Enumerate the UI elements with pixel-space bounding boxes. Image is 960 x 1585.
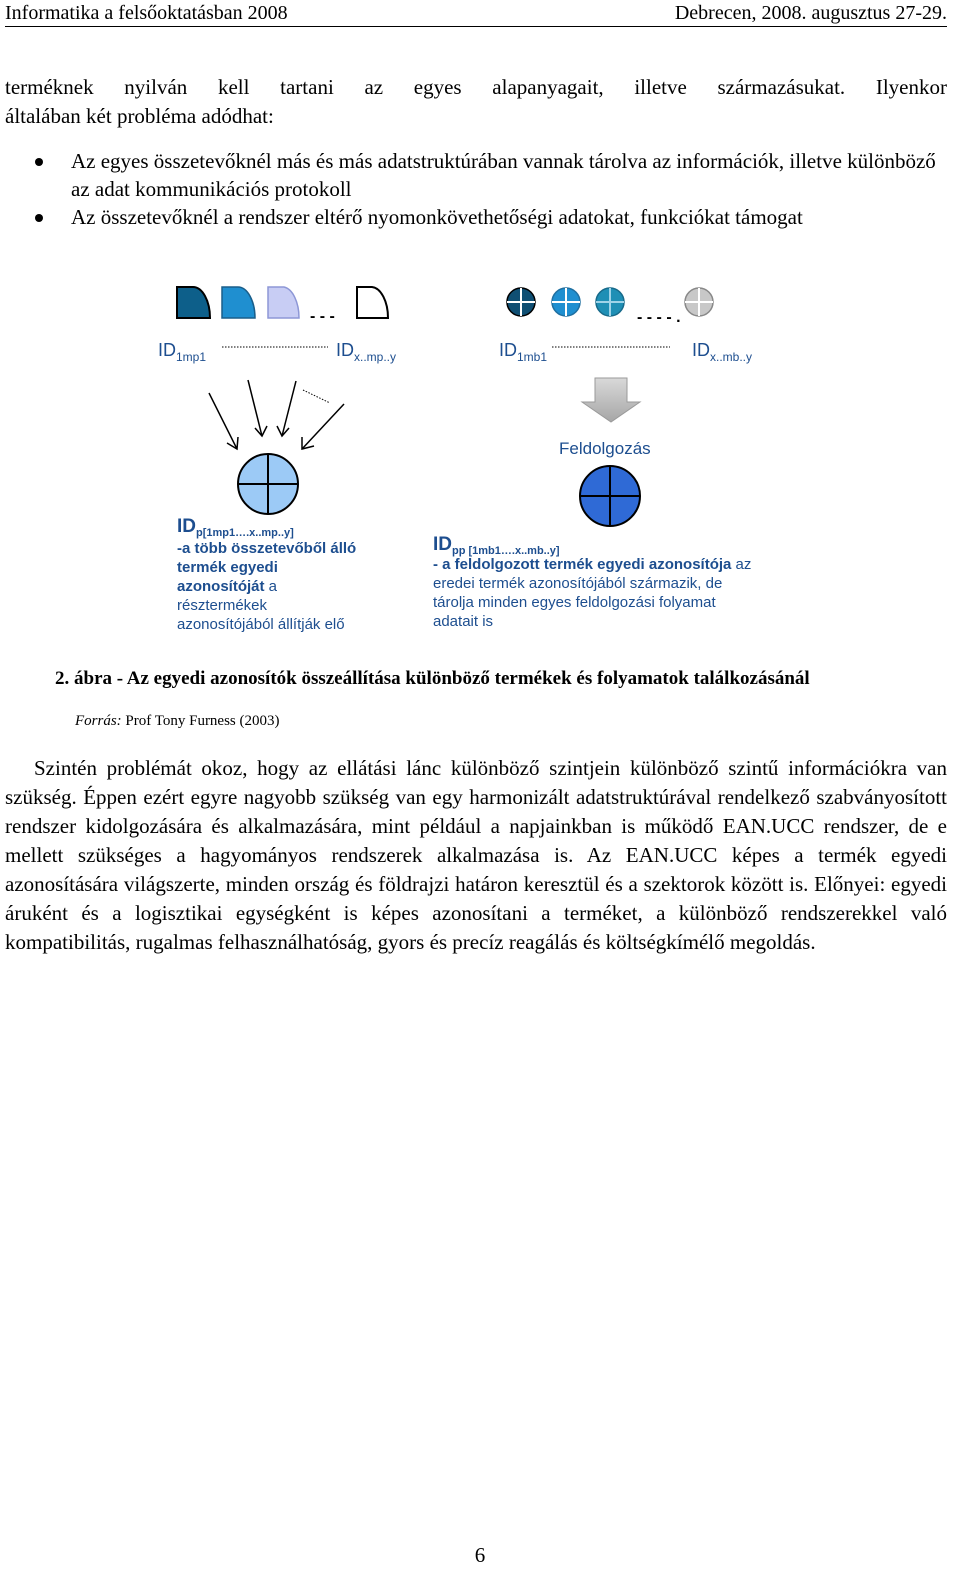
processing-arrow-icon bbox=[582, 378, 640, 422]
crossed-circle-icon bbox=[596, 288, 624, 316]
ellipsis-dashes: - - - - . bbox=[637, 309, 681, 326]
component-shape-light bbox=[268, 287, 299, 318]
component-shape-outline bbox=[357, 287, 388, 318]
svg-text:azonosítójából állítják elő: azonosítójából állítják elő bbox=[177, 616, 345, 633]
figure-caption: 2. ábra - Az egyedi azonosítók összeállítása különböző termékek és folyamatok találkozásánál bbox=[55, 668, 810, 689]
svg-text:-a több összetevőből álló: -a több összetevőből álló bbox=[177, 540, 357, 557]
svg-text:tárolja minden egyes feldolgoz: tárolja minden egyes feldolgozási folyamat bbox=[433, 594, 716, 611]
right-id-label: $ID_{pp [1mb1\dots.x..mb..y]}$ bbox=[433, 534, 560, 557]
svg-text:adatait is: adatait is bbox=[433, 613, 494, 630]
label-id-xmpy: $ID_{x..mp..y}$ bbox=[336, 340, 397, 364]
processed-product-icon bbox=[580, 466, 640, 526]
component-shape-dark bbox=[177, 287, 210, 318]
svg-text:azonosítóját a: azonosítóját a bbox=[177, 578, 278, 595]
intro-line-2: általában két probléma adódhat: bbox=[5, 104, 274, 128]
label-id-1mb1: $ID_{1mb1}$ bbox=[499, 340, 548, 364]
bullet-icon bbox=[35, 214, 43, 222]
page-number: 6 bbox=[474, 1543, 486, 1567]
dotted-line bbox=[303, 390, 330, 403]
svg-text:- a feldolgozott termék egyedi: - a feldolgozott termék egyedi azonosítója az bbox=[433, 556, 752, 573]
composite-product-icon bbox=[238, 454, 298, 514]
list-item: Az egyes összetevőknél más és más adatstruktúrában vannak tárolva az információk, illetve különböző az adat kommunikációs protokoll bbox=[35, 147, 947, 203]
body-paragraph: Szintén problémát okoz, hogy az ellátási lánc különböző szintjein különböző szintű információkra van szükség. Éppen ezért egyre nagyobb szükség van egy harmonizált adatstruktúrával rendelkező szabványosított rendszer kidolgozására és alkalmazására, mint például a napjainkban is működő EAN.UCC rendszer, de e mellett szükséges a hagyományos rendszerek alkalmazása is. Az EAN.UCC képes a termék egyedi azonosítására világszerte, minden ország és földrajzi határon keresztül és a szektorok között is. Előnyei: egyedi áruként és a logisztikai egységként is képes azonosítani a terméket, a különböző rendszerekkel való kompatibilitás, rugalmas felhasználhatóság, gyors és precíz reagálás és költségkímélő megoldás. bbox=[5, 756, 947, 954]
intro-line-1: terméknek nyilván kell tartani az egyes alapanyagait, illetve származásukat. Ilyenkor bbox=[5, 75, 947, 99]
problem-list bbox=[35, 147, 947, 231]
svg-text:eredei termék azonosítójából s: eredei termék azonosítójából származik, de bbox=[433, 575, 723, 592]
crossed-circle-icon bbox=[552, 288, 580, 316]
crossed-circle-icon bbox=[685, 288, 713, 316]
header-location-date: Debrecen, 2008. augusztus 27-29. bbox=[674, 2, 947, 24]
list-item: Az összetevőknél a rendszer eltérő nyomonkövethetőségi adatokat, funkciókat támogat bbox=[35, 203, 947, 231]
page-header bbox=[5, 0, 947, 27]
component-shape-mid bbox=[222, 287, 255, 318]
svg-text:résztermékek: résztermékek bbox=[177, 597, 268, 614]
left-description bbox=[177, 540, 356, 633]
figure-source: Forrás: Prof Tony Furness (2003) bbox=[75, 713, 280, 729]
bullet-icon bbox=[35, 158, 43, 166]
crossed-circle-icon bbox=[507, 288, 535, 316]
label-id-xmby: $ID_{x..mb..y}$ bbox=[692, 340, 753, 364]
processing-label: Feldolgozás bbox=[559, 439, 651, 458]
left-id-label: $ID_{p[1mp1\dots.x..mp..y]}$ bbox=[177, 516, 294, 539]
identifier-figure bbox=[0, 240, 960, 660]
right-description bbox=[433, 556, 751, 630]
header-conference: Informatika a felsőoktatásban 2008 bbox=[5, 2, 288, 24]
ellipsis-dashes: - - - bbox=[310, 308, 335, 325]
svg-text:termék egyedi: termék egyedi bbox=[177, 559, 278, 576]
label-id-1mp1: $ID_{1mp1}$ bbox=[158, 340, 207, 364]
converging-arrows bbox=[209, 380, 344, 449]
